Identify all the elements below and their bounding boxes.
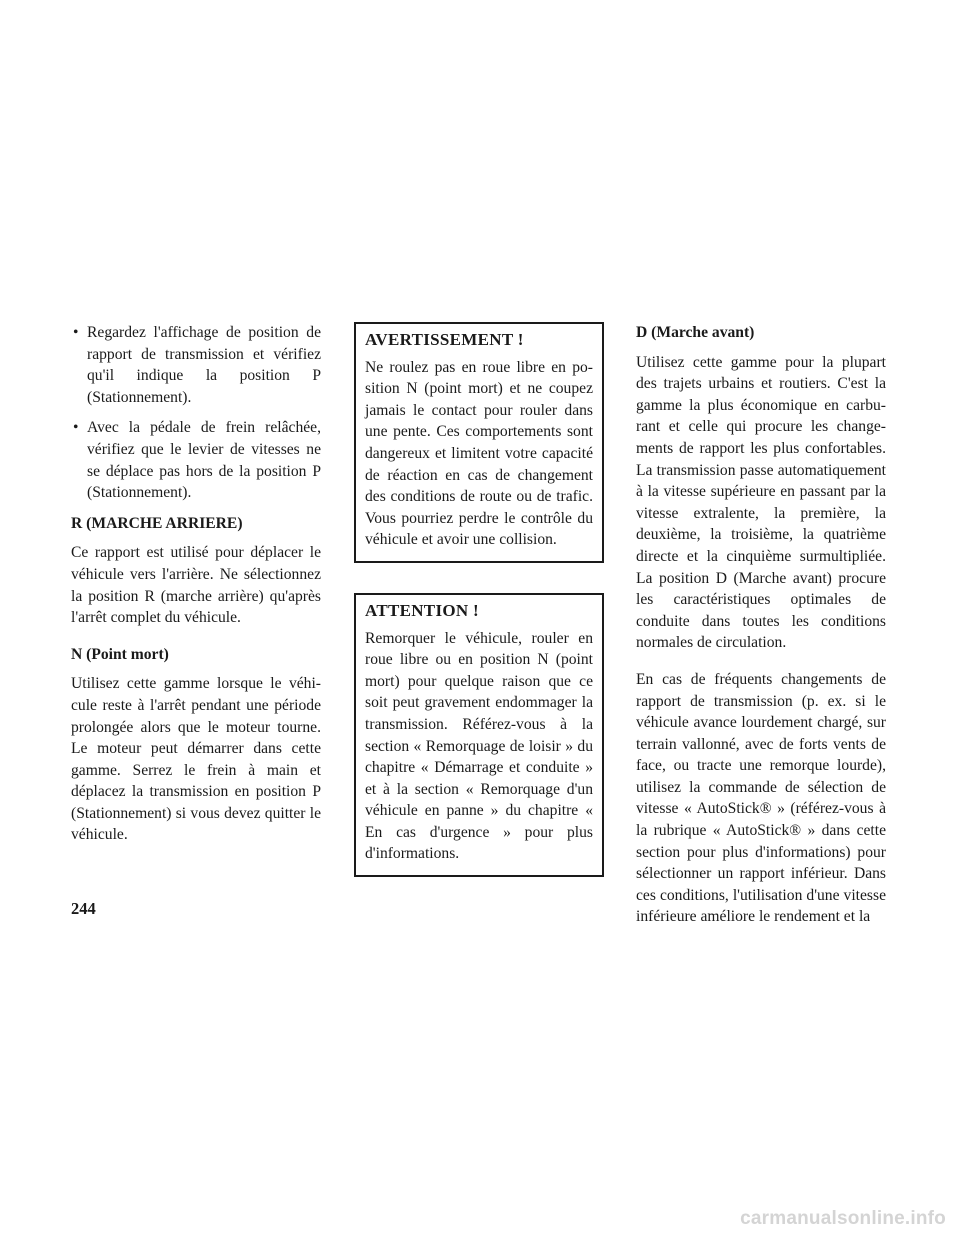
list-item	[71, 322, 321, 408]
neutral-paragraph: Utilisez cette gamme lorsque le véhicule reste à l'arrêt pendant une période prolongée alors que le moteur tourne. Le moteur peut démarrer dans cette gamme. Serrez le frein à main et déplacez la transmission en position P (Stationnement) si vous devez quitter le véhicule.	[71, 675, 321, 844]
reverse-heading: R (MARCHE ARRIERE)	[71, 514, 243, 532]
page-number: 244	[71, 899, 96, 918]
bullet-text: Avec la pédale de frein relâchée, vérifiez que le levier de vitesses ne se déplace pas hors de la position P (Stationnement).	[87, 419, 321, 502]
list-item	[71, 417, 321, 503]
bullet-icon: •	[73, 419, 79, 437]
caution-box	[354, 593, 604, 877]
reverse-paragraph: Ce rapport est utilisé pour déplacer le véhicule vers l'arrière. Ne sélectionnez la position R (marche arrière) qu'après l'arrêt complet du véhicule.	[71, 544, 321, 627]
warning-title: AVERTISSEMENT !	[365, 330, 524, 349]
caution-text: Remorquer le véhicule, rouler en roue libre ou en position N (point mort) pour quelque raison que ce soit peut gravement endommager la transmission. Référez-vous à la section « Remorquage de loisir » du chapitre « Démarrage et conduite » et à la section « Remorquage d'un véhicule en panne » du chapitre « En cas d'urgence » pour plus d'informations.	[365, 629, 593, 863]
warning-text: Ne roulez pas en roue libre en position N (point mort) et ne coupez jamais le contact pour rouler dans une pente. Ces comportements sont dangereux et limitent votre capacité de réaction en cas de changement des conditions de route ou de trafic. Vous pourriez perdre le contrôle du véhicule et avoir une collision.	[365, 358, 593, 549]
bullet-icon: •	[73, 324, 79, 341]
drive-paragraph-1: Utilisez cette gamme pour la plupart des trajets urbains et routiers. C'est la gamme la plus économique en carburant et celle qui procure les changements de rapport les plus confortables. La transmission passe automatiquement à la vitesse supérieure en passant par la vitesse extralente, la première, la deuxième, la troisième, la quatrième directe et la cinquième surmultipliée. La position D (Marche avant) procure les caractéristiques optimales de conduite dans toutes les conditions normales de circulation.	[636, 353, 886, 652]
watermark-logo: carmanualsonline.info	[740, 1208, 946, 1229]
drive-heading: D (Marche avant)	[636, 324, 755, 341]
warning-box	[354, 322, 604, 563]
bullet-text: Regardez l'affichage de position de rapport de transmission et vérifiez qu'il indique la position P (Stationnement).	[87, 324, 321, 406]
bullet-list	[71, 322, 321, 504]
drive-paragraph-2: En cas de fréquents changements de rapport de transmission (p. ex. si le véhicule avance lourdement chargé, sur terrain vallonné, avec de forts vents de face, ou tracte une remorque lourde), utilisez la commande de sélection de vitesse « AutoStick® » (référez-vous à la rubrique « AutoStick® » dans cette section pour plus d'informations) pour sélectionner un rapport inférieur. Dans ces conditions, l'utilisation d'une vitesse inférieure améliore le rendement et la	[636, 670, 886, 926]
caution-title: ATTENTION !	[365, 600, 479, 620]
neutral-heading: N (Point mort)	[71, 645, 169, 663]
middle-column	[354, 322, 604, 907]
left-column	[71, 322, 321, 861]
right-column	[636, 322, 886, 943]
